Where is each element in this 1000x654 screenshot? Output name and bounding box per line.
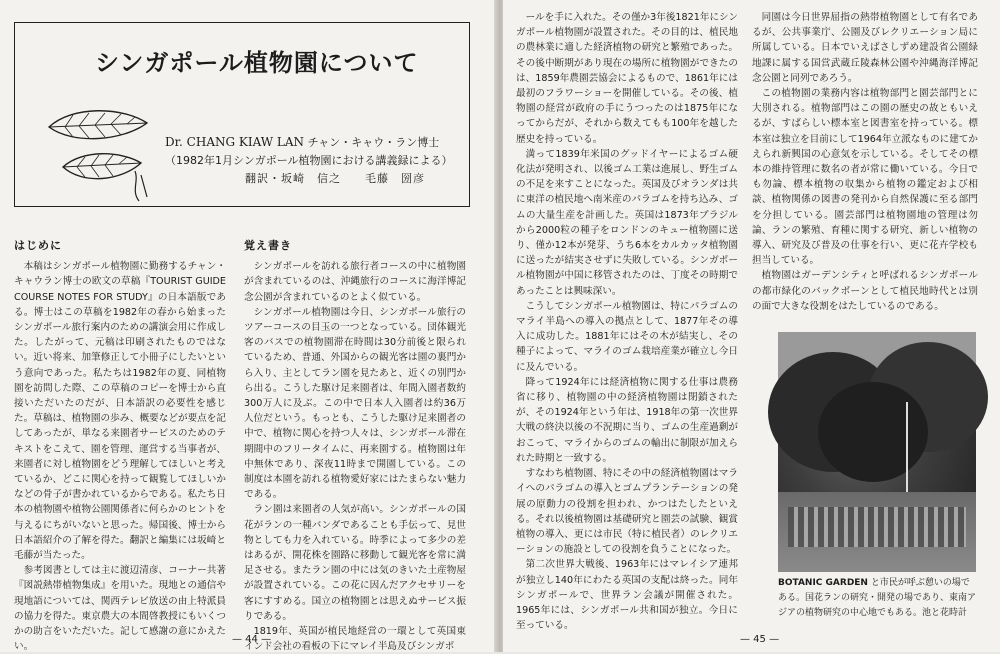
caption-ja: と市民が呼ぶ憩いの場である。国花ランの研究・開発の場であり、東南アジアの植物研究の中心地でもある。池と花時計 [778,578,977,618]
title-box [14,22,470,207]
history-paragraph: ールを手に入れた。その僅か3年後1821年にシンガポール植物園が設置された。その目的は、植民地の農林業に適した経済植物の研究と繁殖であった。その後中断期があり現在の場所に植物園ができたのは、1859年農園芸協会によるもので、1861年には最初のフラワーショーを開催している。その後、植物園の経営が政府の手にうつったのは1875年になってからだが、それから数えてもも100年を越した歴史を持っている。 [516,12,738,145]
caption-en: BOTANIC GARDEN [778,578,868,588]
organization-column [752,10,978,330]
memo-paragraph: シンガポールを訪れる旅行者コースの中に植物園が含まれているのは、沖縄旅行のコースに海洋博記念公園が含まれているのとよく似ている。 [244,261,466,303]
lecture-source: （1982年1月シンガポール植物園における講義録による） [165,154,453,167]
garden-photo [778,332,976,572]
photo-flower-bed [788,507,966,547]
author-name-ja: チャン・キャウ・ラン博士 [307,136,440,149]
history-paragraph: 満って1839年米国のグッドイヤーによるゴム硬化法が発明され、以後ゴム工業は進展し、野生ゴムの不足を来すことになった。英国及びオランダは共に東洋の植民地へ南米産のパラゴムを持ち込み、ゴムの大量生産を計画した。英国は1873年ブラジルから2000粒の種子をロンドンのキュー植物園に送り、僅か12本が発芽、うち6本をカルカッタ植物園に送ったが結実させずに失敗している。シンガポール植物園が中国に移管されたのは、丁度その時期であったことは興味深い。 [516,148,738,297]
left-page [0,0,497,652]
translators: 翻訳・坂崎 信之 毛藤 圀彦 [245,172,425,185]
author-block [165,133,465,188]
intro-paragraph: 参考図書としては主に渡辺清彦、コーナー共著『図説熱帯植物集成』を用いた。現地との通信や現地語については、関西テレビ放送の由上特派員の協力を得た。東京農大の本間啓教授にもいくつかの助言をいただいた。記して感謝の意にかえたい。 [14,565,226,653]
intro-column [14,238,226,653]
author-name [165,133,465,152]
memo-paragraph: ラン園は来園者の人気が高い。シンガポールの国花がランの一種バンダであることも手伝って、見世物としても力を入れている。時季によって多少の差はあるが、開花株を園路に移動して観光客を常に満足させる。またラン園の中には気のきいた土産物屋が設置されている。この花に因んだアクセサリーを客にすすめる。国立の植物園とは思えぬサービス振りである。 [244,504,466,622]
history-column [516,10,738,638]
page-number-right: — 45 — [740,634,780,645]
organization-paragraph: 植物園はガーデンシティと呼ばれるシンガポールの都市緑化のバックボーンとして植民地時代とは別の面で大きな役割をはたしているのである。 [752,270,978,312]
history-paragraph: すなわち植物園、特にその中の経済植物園はマライへのパラゴムの導入とゴムプランテーションの発展の原動力の役割を担われ、かつはたしたといえる。それ以後植物園は基礎研究と園芸の試験、観賞植物の導入、更には市民（特に植民者）のレクリエーションの施設としての役割を負うことになった。 [516,468,738,556]
page-number-left: — 44 — [232,634,272,645]
memo-heading: 覚え書き [244,239,292,252]
history-paragraph: 降って1924年には経済植物に関する仕事は農務省に移り、植物園の中の経済植物園は閉鎖されたが、その1924年という年は、1918年の第一次世界大戦の終決以後の不況期に当り、ゴムの生産過剰がおこって、マライからのゴムの輸出に制限が加えられた時期と一致する。 [516,376,738,464]
intro-paragraph: 本稿はシンガポール植物園に勤務するチャン・キャウラン博士の欧文の草稿『TOURIST GUIDE COURSE NOTES FOR STUDY』の日本語版である。博士はこの草稿を1982年の春から始まったシンガポール旅行案内のための講演会用に作成した。したがって、元稿は印刷されたものではない。近い将来、加筆修正して小冊子にしたいという意向であった。私たちは1982年の夏、同植物園を訪問した際、この草稿のコピーを博士から直接いただいたのだが、日本語訳の必要性を感じた。草稿は、植物園の歩み、概要などが要点を記してあったが、単なる来園者サービスのためのテキストをこえて、園を管理、運営する当事者が、来園者に対し植物園をどう理解してほしいと考えているか、どこに関心を持って観覧してほしいかなどの骨子が書かれているからである。私たち日本の植物園や植物公園関係者に何らかのヒントを与えるにちがいないと思った。帰国後、博士から日本語紹介の了解を得た。翻訳と編集には坂崎と毛藤が当たった。 [14,261,226,562]
author-name-en: Dr. CHANG KIAW LAN [165,135,305,149]
history-paragraph: こうしてシンガポール植物園は、特にパラゴムのマライ半島への導入の拠点として、1877年その導入に成功した。1881年にはその木が結実し、その種子によって、マライのゴム栽培産業が確立し今日に及んでいる。 [516,300,738,373]
memo-paragraph: シンガポール植物園は今日、シンガポール旅行のツアーコースの目玉の一つとなっている。団体観光客のバスでの植物園滞在時間は30分前後と限られているため、普通、外国からの観光客は園の裏門から入り、主としてラン園を見たあと、近くの別門から出る。こうした駆け足来園者は、年間入園者数約300万人に及ぶ。この中で日本人入園者は約36万人位だという。もっとも、こうした駆け足来園者の中で、植物に関心を持つ人々は、シンガポール滞在期間中のフリータイムに、再来園する。植物園は年中無休であり、深夜11時まで開園している。この制度は本園を訪れる植物愛好家にはたまらない魅力である。 [244,306,466,501]
photo-lamp-post [906,402,908,492]
photo-tree [818,382,928,482]
memo-paragraph: 1819年、英国が植民地経営の一環として英国東インド会社の看板の下にマレイ半島及びシンガポ [244,626,466,653]
organization-paragraph: 同園は今日世界屈指の熱帯植物園として有名であるが、公共事業庁、公園及びレクリエーション局に所属している。日本でいえばさしずめ建設省公園緑地課に属する国営武蔵丘陵森林公園や沖縄海洋博記念公園と同列であろう。 [752,12,978,84]
organization-paragraph: この植物園の業務内容は植物部門と園芸部門とに大別される。植物部門はこの園の歴史の故ともいえるが、すばらしい標本室と図書室を持っている。標本室は独立を目前にして1964年立派なものに建てかえられ新興国の心意気を示している。そしてその標本の維持管理に数名の者が常に働いている。今日でも勿論、標本植物の収集から植物の鑑定および相談、植物関係の図書の発刊から自然保護に至る部門を分担している。園芸部門は植物園地の管理は勿論、ランの繁殖、育種に関する研究、新しい植物の導入、研究及び普及の仕事を行い、更に花卉学校も担当している。 [752,88,978,267]
article-title: シンガポール植物園について [95,49,419,77]
intro-heading: はじめに [14,239,62,252]
photo-caption [778,576,978,621]
history-paragraph: 第二次世界大戦後、1963年にはマレイシア連邦が独立し140年にわたる英国の支配は終った。同年シンガポールで、世界ラン会議が開催された。1965年には、シンガポール共和国が独立。今日に至っている。 [516,559,738,632]
leaf-illustration-icon [43,105,153,205]
